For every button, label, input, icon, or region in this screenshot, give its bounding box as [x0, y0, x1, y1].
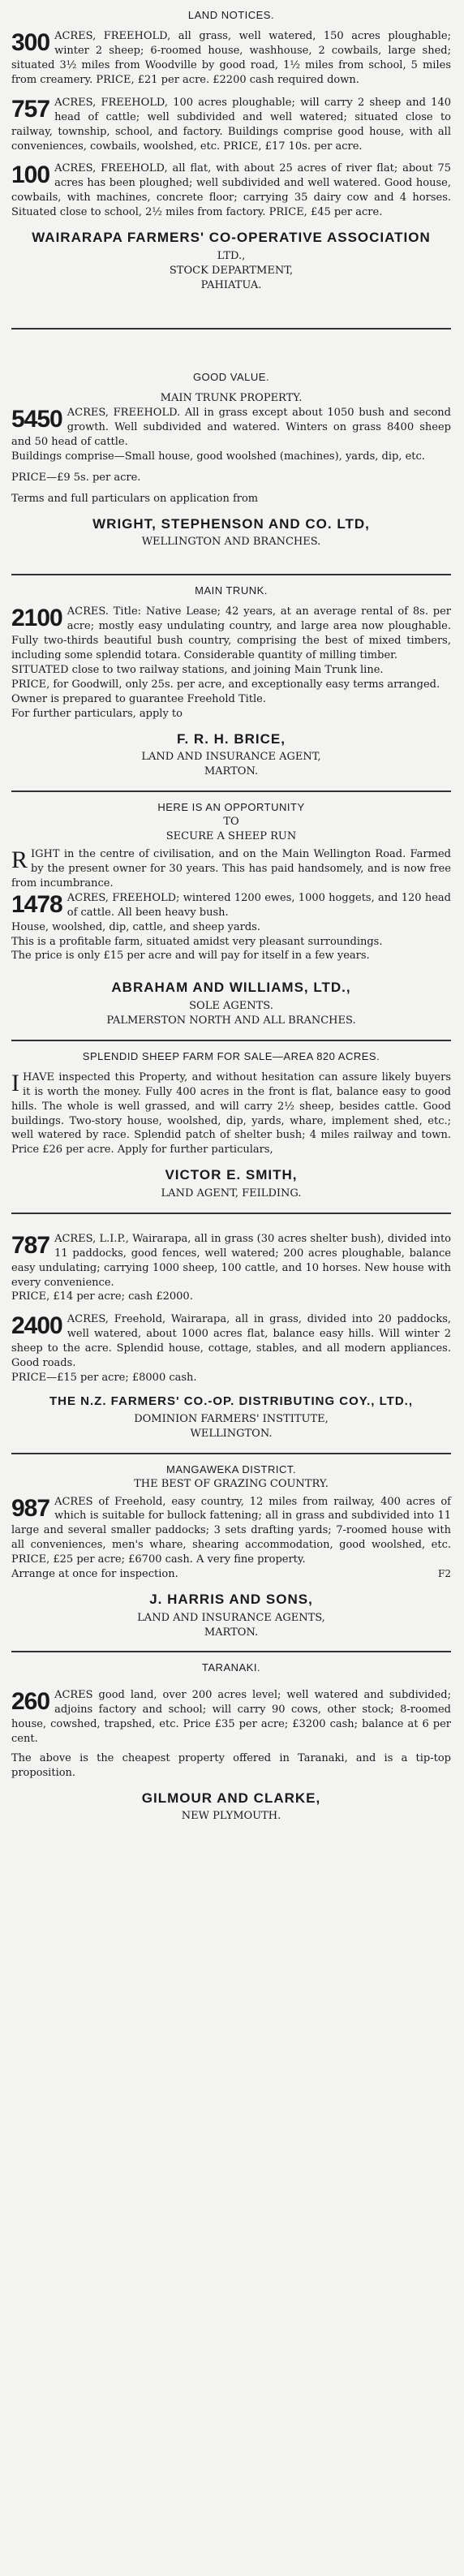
listing-situated: SITUATED close to two railway stations, and joining Main Trunk line. — [11, 664, 384, 677]
advertiser-town: PAHIATUA. — [200, 278, 262, 291]
advertiser-location: PALMERSTON NORTH AND ALL BRANCHES. — [106, 1014, 356, 1027]
advertiser-location: DOMINION FARMERS' INSTITUTE, — [134, 1412, 329, 1425]
advertiser-role: LAND AND INSURANCE AGENTS, — [137, 1611, 325, 1624]
listing-text: ACRES, FREEHOLD, all grass, well watered, 150 acres ploughable; winter 2 sheep; 6-roomed house, washhouse, 2 cowbails, large shed; situated 3½ miles from Woodville by good road, 1½ miles from school, 5 miles from creamery. PRICE, £21 per acre. £2200 cash required down. — [11, 29, 451, 86]
listing-text: ACRES. Title: Native Lease; 42 years, at an average rental of 8s. per acre; mostly easy undulating country, and large area now ploughable. Fully two-thirds beautiful bush country, comprising the best of mixed timbers, including some splendid totara. Considerable quantity of milling timber. — [11, 605, 451, 662]
advertiser-name: WRIGHT, STEPHENSON AND CO. LTD, — [92, 515, 370, 532]
advertiser-ltd: LTD., — [217, 249, 246, 262]
divider — [11, 1453, 451, 1454]
listing-text: ACRES, FREEHOLD; wintered 1200 ewes, 1000 hoggets, and 120 head of cattle. All been heavy bush. — [67, 891, 451, 919]
advertiser-location: WELLINGTON AND BRANCHES. — [141, 536, 321, 549]
listing-house: House, woolshed, dip, cattle, and sheep yards. — [11, 920, 260, 933]
divider — [11, 328, 451, 330]
listing-acreage: 300 — [11, 28, 50, 56]
advertiser-name: ABRAHAM AND WILLIAMS, LTD., — [111, 980, 351, 996]
listing-5450-acres — [11, 406, 451, 506]
advertiser-role: SOLE AGENTS. — [189, 999, 273, 1012]
listing-acreage: 5450 — [11, 406, 62, 433]
listing-text: ACRES, L.I.P., Wairarapa, all in grass (30 acres shelter bush), divided into 11 paddocks, good fences, well watered; 200 acres ploughable, balance easy undulating; carrying 1000 sheep, 100 cattle, and 10 horses. New house with every convenience. — [11, 1232, 451, 1289]
page-title: LAND NOTICES. — [187, 9, 275, 21]
listing-1478-acres — [11, 847, 451, 964]
listing-line: The price is only £15 per acre and will pay for itself in a few years. — [11, 950, 370, 963]
section-heading: SPLENDID SHEEP FARM FOR SALE—AREA 820 ACRES. — [82, 1049, 380, 1062]
listing-price: PRICE, £14 per acre; cash £2000. — [11, 1290, 193, 1303]
advertiser-name: GILMOUR AND CLARKE, — [141, 1790, 321, 1807]
divider — [11, 1040, 451, 1041]
listing-787-acres — [11, 1232, 451, 1305]
advertiser-town: MARTON. — [204, 1626, 259, 1639]
advertiser-name: THE N.Z. FARMERS' CO.-OP. DISTRIBUTING COY., LTD., — [49, 1394, 414, 1409]
advertiser-role: LAND AGENT, FEILDING. — [161, 1187, 302, 1200]
listing-text: ACRES good land, over 200 acres level; well watered and subdivided; adjoins factory and school; will carry 90 cows, other stock; 8-roomed house, cowshed, trapshed, etc. Price £35 per acre; £3200 cash; balance at 6 per cent. — [11, 1689, 451, 1746]
listing-apply: For further particulars, apply to — [11, 707, 183, 720]
section-subheading: THE BEST OF GRAZING COUNTRY. — [134, 1477, 329, 1490]
listing-text: HAVE inspected this Property, and without hesitation can assure likely buyers it is worth the money. Fully 400 acres in the front is flat, balance easy to good hills. The whole is well grassed, and will carry 2½ sheep, besides cattle. Good buildings. Two-story house, woolshed, dip, yards, whare, implement shed, etc.; well watered by race. Splendid patch of shelter bush; 4 miles railway and town. Price £26 per acre. Apply for further particulars, — [11, 1070, 451, 1157]
listing-terms: Terms and full particulars on application from — [11, 493, 259, 506]
advertiser-department: STOCK DEPARTMENT, — [169, 264, 294, 277]
advertiser-town: WELLINGTON. — [190, 1427, 273, 1440]
advertiser-name: VICTOR E. SMITH, — [165, 1167, 298, 1183]
listing-100-acres — [11, 162, 451, 220]
listing-price: PRICE, for Goodwill, only 25s. per acre, and exceptionally easy terms arranged. — [11, 678, 440, 691]
listing-intro: IGHT in the centre of civilisation, and on the Main Wellington Road. Farmed by the present owner for 30 years. This has paid handsomely, and is now free from incumbrance. — [11, 847, 451, 890]
listing-price: PRICE—£15 per acre; £8000 cash. — [11, 1372, 197, 1385]
listing-acreage: 1478 — [11, 890, 62, 918]
advertiser-name: WAIRARAPA FARMERS' CO-OPERATIVE ASSOCIATION — [32, 230, 431, 246]
section-heading: MAIN TRUNK. — [195, 584, 268, 597]
listing-text: ACRES of Freehold, easy country, 12 miles from railway, 400 acres of which is suitable for bullock fattening; all in grass and subdivided into 11 large and several smaller paddocks; 3 sets drafting yards; 7-roomed house with all conveniences, men's whare, shearing accommodation, good woolshed, etc. PRICE, £25 per acre; £6700 cash. A very fine property. — [11, 1495, 451, 1566]
listing-300-acres — [11, 29, 451, 88]
listing-987-acres — [11, 1495, 451, 1583]
advertiser-town: NEW PLYMOUTH. — [181, 1810, 281, 1823]
listing-2400-acres — [11, 1312, 451, 1385]
listing-buildings: Buildings comprise—Small house, good woolshed (machines), yards, dip, etc. — [11, 450, 425, 463]
listing-acreage: 787 — [11, 1231, 50, 1259]
section-subheading: SECURE A SHEEP RUN — [165, 829, 297, 842]
listing-260-acres — [11, 1688, 451, 1781]
divider — [11, 574, 451, 575]
section-heading: HERE IS AN OPPORTUNITY — [157, 801, 305, 814]
listing-owner: Owner is prepared to guarantee Freehold Title. — [11, 692, 266, 705]
section-subheading: MAIN TRUNK PROPERTY. — [160, 392, 303, 405]
section-connector: TO — [223, 816, 239, 829]
listing-acreage: 2100 — [11, 605, 62, 632]
advertiser-town: MARTON. — [204, 765, 259, 778]
listing-text: ACRES, Freehold, Wairarapa, all in grass, divided into 20 paddocks, well watered, about 1000 acres flat, balance easy hills. Will winter 2 sheep to the acre. Splendid house, cottage, stables, and all modern appliances. Good roads. — [11, 1313, 451, 1370]
listing-acreage: 987 — [11, 1494, 50, 1522]
advertiser-name: F. R. H. BRICE, — [176, 730, 286, 747]
listing-arrange: Arrange at once for inspection. — [11, 1568, 178, 1581]
listing-acreage: 757 — [11, 95, 50, 123]
section-heading: GOOD VALUE. — [192, 371, 270, 384]
listing-text: ACRES, FREEHOLD, all flat, with about 25 acres of river flat; about 75 acres has been ploughed; well subdivided and well watered. Good house, cowbails, with machines, concrete floor; carrying 35 dairy cow and 4 horses. Situated close to school, 2½ miles from factory. PRICE, £45 per acre. — [11, 162, 451, 219]
divider — [11, 790, 451, 792]
listing-acreage: 260 — [11, 1688, 50, 1716]
listing-price: PRICE—£9 5s. per acre. — [11, 472, 141, 485]
listing-line: This is a profitable farm, situated amidst very pleasant surroundings. — [11, 935, 383, 948]
advertiser-role: LAND AND INSURANCE AGENT, — [141, 751, 321, 764]
section-heading: TARANAKI. — [201, 1661, 261, 1674]
section-heading: MANGAWEKA DISTRICT. — [166, 1462, 296, 1475]
reference-code: F2 — [438, 1568, 451, 1580]
divider — [11, 1651, 451, 1652]
drop-cap: I — [11, 1069, 19, 1096]
listing-acreage: 2400 — [11, 1312, 62, 1340]
drop-cap: R — [11, 846, 28, 873]
listing-757-acres — [11, 96, 451, 154]
advertiser-name: J. HARRIS AND SONS, — [149, 1592, 313, 1608]
listing-acreage: 100 — [11, 162, 50, 189]
divider — [11, 1213, 451, 1214]
listing-text: ACRES, FREEHOLD. All in grass except about 1050 bush and second growth. Well subdivided and watered. Winters on grass 8400 sheep and 50 head of cattle. — [11, 407, 451, 449]
listing-2100-acres — [11, 605, 451, 722]
listing-text: ACRES, FREEHOLD, 100 acres ploughable; will carry 2 sheep and 140 head of cattle; well subdivided and well watered; situated close to railway, township, school, and factory. Buildings comprise good house, with all conveniences, cowbails, woolshed, etc. PRICE, £17 10s. per acre. — [11, 96, 451, 153]
listing-note: The above is the cheapest property offered in Taranaki, and is a tip-top proposition. — [11, 1752, 451, 1780]
listing-820-acres — [11, 1070, 451, 1158]
